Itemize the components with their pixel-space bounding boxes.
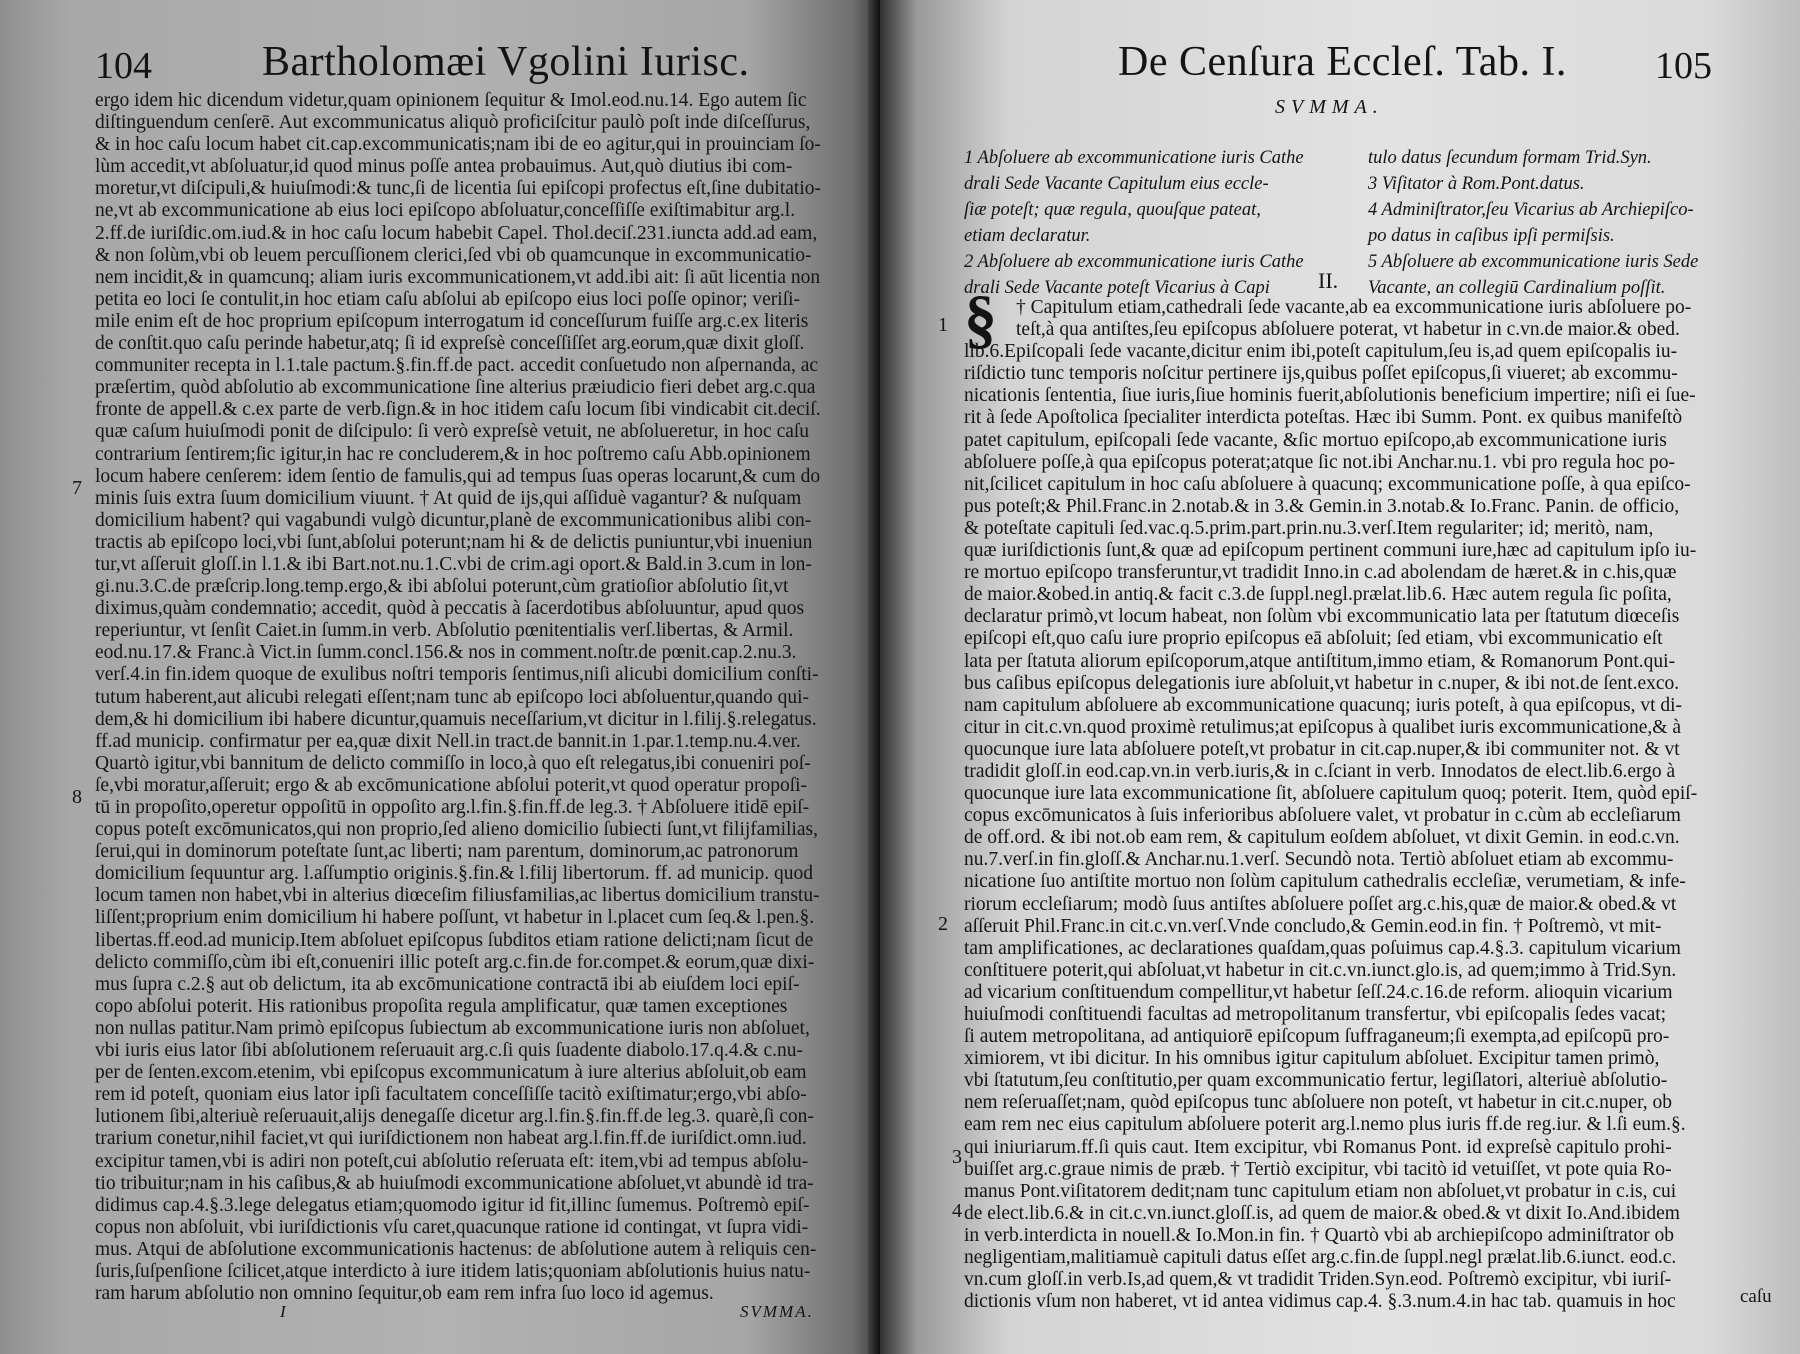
right-body-line: riorum eccleſiarum; modò ſuus antiſtes abſoluere poſſet arg.c.his,quæ de maior.& obed.& vt <box>964 893 1677 915</box>
right-body-line: tam amplificationes, ac declarationes quaſdam,quas poſuimus cap.4.§.3. capitulum vicarium <box>964 937 1681 959</box>
left-body-line: locum tamen non habet,vbi in alterius diœceſim filiusfamilias,ac libertus domicilium transtu- <box>95 885 820 907</box>
left-body-line: liſſent;proprium enim domicilium hi habere poſſunt, vt habetur in l.placet cum ſeq.& l.pen.§. <box>95 907 815 929</box>
left-body-line: rem id poteſt, quoniam eius lator ipſi facultatem conceſſiſſe tacitò exiſtimatur;ergo,vbi abſo- <box>95 1084 807 1106</box>
left-body-line: mus. Atqui de abſolutione excommunicationis hactenus: de abſolutione autem à reliquis cen- <box>95 1238 817 1260</box>
left-body-line: ſerui,qui in dominorum poteſtate ſunt,ac liberti; nam parentum, dominorum,ac patronorum <box>95 841 799 863</box>
right-body-line: pus poteſt;& Phil.Franc.in 2.notab.& in 3.& Gemin.in 3.notab.& Io.Franc. Panin. de officio, <box>964 495 1680 517</box>
summa-right-column <box>1368 145 1778 301</box>
left-body-line: ſe,vbi moratur,aſſeruit; ergo & ab excōmunicatione abſolui poterit,vt quod operatur propoſi- <box>95 774 808 796</box>
left-margin-number-7: 7 <box>72 477 82 499</box>
left-body-line: moretur,vt diſcipuli,& huiuſmodi:& tunc,ſi de licentia ſui epiſcopi profectus eſt,ſine dubitatio- <box>95 178 821 200</box>
right-body-line: ad vicarium conſtituendum compellitur,vt habetur ſeſſ.24.c.16.de reform. alioquin vicarium <box>964 981 1673 1003</box>
right-body-line: & poteſtate capituli ſed.vac.q.5.prim.part.prin.nu.3.verſ.Item regulariter; id; meritò, nam, <box>964 517 1654 539</box>
summa-left-line: etiam declaratur. <box>964 226 1091 246</box>
summa-right-line: tulo datus ſecundum formam Trid.Syn. <box>1368 148 1652 168</box>
summa-right-line: Vacante, an collegiū Cardinalium poſſit. <box>1368 278 1666 298</box>
left-body-line: petita eo loci ſe contulit,in hoc etiam caſu abſolui ab epiſcopo eius loci poſſe opinor; veriſi- <box>95 288 801 310</box>
right-body-line: abſoluere poſſe,à qua epiſcopus poterat;atque ſic not.ibi Anchar.nu.1. vbi pro regula hoc po- <box>964 451 1675 473</box>
left-body-line: mile enim eſt de hoc proprium epiſcopum interrogatum id conceſſurum fuiſſe arg.c.ex literis <box>95 310 809 332</box>
right-body-line: aſſeruit Phil.Franc.in cit.c.vn.verſ.Vnde concludo,& Gemin.eod.in fin. † Poſtremò, vt mit- <box>964 915 1662 937</box>
left-body-line: fronte de appell.& c.ex parte de verb.ſign.& in hoc itidem caſu locum ſibi vindicabit cit.deciſ. <box>95 399 821 421</box>
section-mark-initial: § <box>964 283 997 356</box>
right-margin-number-2: 2 <box>938 913 948 935</box>
right-body-line: buiſſet arg.c.graue nimis de præb. † Tertiò excipitur, vbi tacitò id vetuiſſet, vt pote quia Ro- <box>964 1158 1672 1180</box>
right-body-line: copus excōmunicatos à ſuis inferioribus abſoluere valet, vt probatur in c.cùm ab eccleſiarum <box>964 805 1681 827</box>
right-body-line: ſi autem metropolitana, ad antiquiorē epiſcopum ſuffraganeum;ſi exempta,ad epiſcopū pro- <box>964 1026 1670 1048</box>
left-body-line: locum habere cenſerem: idem ſentio de famulis,qui ad tempus ſuas operas locarunt,& cum do <box>95 465 821 487</box>
right-body-line: quæ iuriſdictionis ſunt,& quæ ad epiſcopum pertinent communi iure,hæc ad capitulum ipſo iu- <box>964 540 1697 562</box>
left-body-line: diſtinguendum cenſerē. Aut excommunicatus aliquò proficiſcitur paulò poſt inde diſceſſurus, <box>95 112 811 134</box>
left-body-line: diximus,quàm condemnatio; accedit, quòd à peccatis à ſacerdotibus abſoluuntur, apud quos <box>95 598 805 620</box>
left-body-line: & non ſolùm,vbi ob leuem percuſſionem clerici,ſed vbi ob quamcunque in excommunicatio- <box>95 244 812 266</box>
left-body-line: tractis ab epiſcopo loci,vbi ſunt,abſolui poterunt;nam hi & de delictis puniuntur,vbi inueniun <box>95 531 813 553</box>
summa-right-line: 3 Viſitator à Rom.Pont.datus. <box>1368 174 1585 194</box>
right-margin-number-1: 1 <box>938 314 948 336</box>
left-body-line: de conſtit.quo caſu perinde habetur,atq; ſi id expreſsè conceſſiſſet arg.eorum,quæ dixit gloſſ. <box>95 333 805 355</box>
right-body-line: rit à ſede Apoſtolica ſpecialiter interdicta poteſtas. Hæc ibi Summ. Pont. ex quibus manifeſtò <box>964 407 1683 429</box>
left-body-line: mus ſupra c.2.§ aut ob delictum, ita ab excōmunicatione contractā ibi ab eiuſdem loci epiſ- <box>95 973 800 995</box>
left-body-line: quæ caſum huiuſmodi ponit de diſcipulo: ſi verò expreſsè vetuit, ne abſolueretur, in hoc caſu <box>95 421 810 443</box>
right-body-line: citur in cit.c.vn.quod proximè retulimus;at epiſcopus à qualibet iuris excommunicatione,& à <box>964 716 1681 738</box>
right-body-line: epiſcopi eſt,quo caſu iure proprio epiſcopus eā abſoluit; ſed etiam, vbi excommunicatio eſt <box>964 628 1663 650</box>
summa-left-line: 1 Abſoluere ab excommunicatione iuris Cathe <box>964 148 1304 168</box>
summa-right-line: po datus in caſibus ipſi permiſsis. <box>1368 226 1615 246</box>
left-body-line: ne,vt ab excommunicatione ab eius loci epiſcopo abſoluatur,conceſſiſſe exiſtimabitur arg.l. <box>95 200 796 222</box>
left-body-line: copo abſolui poterit. His rationibus propoſita regula amplificatur, quæ tamen exceptiones <box>95 995 788 1017</box>
left-body-line: copus non abſoluit, vbi iuriſdictionis vſu caret,quacunque ratione id contingat, vt ſupra vidi- <box>95 1216 809 1238</box>
right-body-line: negligentiam,malitiamuè capituli datus eſſet arg.c.fin.de ſuppl.negl prælat.lib.6.iunct. eod.c. <box>964 1247 1677 1269</box>
left-body-line: libertas.ff.eod.ad municip.Item abſoluet epiſcopus ſubditos etiam ratione delicti;nam ſicut de <box>95 929 814 951</box>
left-body-line: lùm accedit,vt abſoluatur,id quod minus poſſe antea probauimus. Aut,quò diutius ibi com- <box>95 156 793 178</box>
left-body-line: præſertim, quòd abſolutio ab excommunicatione ſine alterius præiudicio fieri debet arg.c.qua <box>95 377 816 399</box>
right-body-line: re mortuo epiſcopo transferuntur,vt tradidit Inno.in c.ad abolendam de hæret.& in c.his,quæ <box>964 562 1677 584</box>
summa-left-line: drali Sede Vacante Capitulum eius eccle- <box>964 174 1269 194</box>
left-margin-number-8: 8 <box>72 786 82 808</box>
left-catchword: SVMMA. <box>740 1302 814 1321</box>
left-body-line: nem incidit,& in quamcunq; aliam iuris excommunicationem,vt add.ibi ait: ſi aūt licentia non <box>95 266 821 288</box>
left-body-line: minis ſuis extra ſuum domicilium viuunt. † At quid de ijs,qui aſſiduè vagantur? & nuſquam <box>95 487 802 509</box>
right-body-line: ximiorem, vt ibi dicitur. In his omnibus igitur capitulum abſoluet. Excipitur tamen primò, <box>964 1048 1660 1070</box>
left-page-number: 104 <box>95 45 152 87</box>
left-body-line: eod.nu.17.& Franc.à Vict.in ſumm.concl.156.& nos in comment.noſtr.de pœnit.cap.2.nu.3. <box>95 642 797 664</box>
left-body-line: tur,vt aſſeruit gloſſ.in l.1.& ibi Bart.not.nu.1.C.vbi de crim.agi oport.& Bald.in 3.cum in lon- <box>95 553 812 575</box>
right-page <box>880 0 1800 1354</box>
right-margin-number-4: 4 <box>952 1200 962 1222</box>
left-page <box>0 0 880 1354</box>
left-body-line: 2.ff.de iuriſdic.om.iud.& in hoc caſu locum habebit Capel. Thol.deciſ.231.iuncta add.ad eam, <box>95 222 818 244</box>
left-body-line: ram harum abſolutio non omnino ſequitur,ob eam rem infra ſuo loco id agemus. <box>95 1283 714 1305</box>
right-body-line: lata per ſtatuta aliorum epiſcoporum,atque antiſtitum,immo etiam, & Romanorum Pont.qui- <box>964 650 1676 672</box>
right-body-line: nam capitulum abſoluere ab excommunicatione quacunq; iuris poteſt, à qua epiſcopus, vt di- <box>964 694 1683 716</box>
left-body-line: tio tribuitur;nam in his caſibus,& ab huiuſmodi excommunicatione abſoluet,vt abundè id tra- <box>95 1172 814 1194</box>
left-body-line: non nullas patitur.Nam primò epiſcopus ſubiectum ab excommunicatione iuris non abſoluet, <box>95 1017 810 1039</box>
right-body-line: riſdictio tunc temporis noſcitur pertinere ijs,quibus poſſet epiſcopus,ſi viueret; ab excommu- <box>964 363 1678 385</box>
left-body-line: ergo idem hic dicendum videtur,quam opinionem ſequitur & Imol.eod.nu.14. Ego autem ſic <box>95 90 807 111</box>
right-body-line: teſt,à qua antiſtes,ſeu epiſcopus abſoluere poterat, vt habetur in c.vn.de maior.& obed. <box>1016 319 1680 341</box>
right-body-line: vn.cum gloſſ.in verb.Is,ad quem,& vt tradidit Triden.Syn.eod. Poſtremò excipitur, vbi iuriſ- <box>964 1269 1672 1291</box>
right-body-line: vbi ſtatutum,ſeu conſtitutio,per quam excommunicatio fertur, legiſlatori, alteriuè abſolutio- <box>964 1070 1668 1092</box>
left-body-line: trarium conetur,nihil faciet,vt qui iuriſdictionem non habeat arg.l.fin.ff.de iuriſdict.omn.iud. <box>95 1128 807 1150</box>
right-body-line: bus caſibus epiſcopus delegationis iure abſoluit,vt habetur in c.nuper, & ibi not.de ſent.exco. <box>964 672 1680 694</box>
right-body-line: † Capitulum etiam,cathedrali ſede vacante,ab ea excommunicatione iuris abſoluere po- <box>1016 297 1692 318</box>
right-body-line: quocunque iure lata abſoluere poteſt,vt probatur in cit.cap.nuper,& ibi communiter not. & vt <box>964 738 1680 760</box>
left-body-line: ſuris,ſuſpenſione ſcilicet,atque interdicto à iure itidem latis;quoniam abſolutionis huius natu- <box>95 1260 811 1282</box>
left-body-line: domicilium habent? qui vagabundi vulgò dicuntur,planè de excommunicationibus alibi con- <box>95 509 812 531</box>
right-body-line: lib.6.Epiſcopali ſede vacante,dicitur enim ibi,poteſt capitulum,ſeu is,ad quem epiſcopalis iu- <box>964 341 1678 363</box>
summa-right-line: 4 Adminiſtrator,ſeu Vicarius ab Archiepiſco- <box>1368 200 1694 220</box>
right-body-line: qui iniuriarum.ff.ſi quis caut. Item excipitur, vbi Romanus Pont. id expreſsè capitulo prohi- <box>964 1136 1672 1158</box>
left-body-line: reperiuntur, vt ſenſit Caiet.in ſumm.in verb. Abſolutio pœnitentialis verſ.libertas, & Armil. <box>95 620 794 642</box>
left-body-line: didimus cap.4.§.3.lege delegatus etiam;quomodo igitur id fit,illinc ſumemus. Poſtremò epiſ- <box>95 1194 810 1216</box>
right-body-line: quocunque iure lata excommunicatione ſit, abſoluere capitulum quoq; poterit. Item, quòd epiſ- <box>964 783 1698 805</box>
left-body-text <box>95 90 835 1305</box>
left-body-line: communiter recepta in l.1.tale pactum.§.fin.ff.de pact. accedit conſuetudo non aſpernanda, ac <box>95 355 819 377</box>
right-body-line: patet capitulum, epiſcopali ſede vacante, &ſic mortuo epiſcopo,ab excommunicatione iuris <box>964 429 1667 451</box>
left-body-line: & in hoc caſu locum habet cit.cap.excommunicatis;nam ibi de eo agitur,qui in prouinciam ſo- <box>95 134 821 156</box>
right-page-number: 105 <box>1655 45 1712 87</box>
right-body-line: huiuſmodi conſtituendi facultas ad metropolitanum transfertur, vbi epiſcopalis ſedes vacat; <box>964 1004 1667 1025</box>
left-body-line: domicilium ſequuntur arg. l.aſſumptio originis.§.fin.& l.filij libertorum. ff. ad municip. quod <box>95 863 813 885</box>
left-body-line: dem,& hi domicilium ibi habere dicuntur,quamuis neceſſarium,vt dicitur in l.filij.§.relegatus. <box>95 708 817 730</box>
left-body-line: Quartò igitur,vbi bannitum de delicto commiſſo in loco,à quo eſt relegatus,ibi conueniri poſ- <box>95 752 811 774</box>
right-body-line: nit,ſcilicet capitulum in hoc caſu abſoluere à quacunq; excommunicatione poſſe, à qua epiſco- <box>964 473 1691 495</box>
right-body-line: nicationis ſententia, ſiue iuris,ſiue hominis fuerit,abſolutionis beneficium impertire; niſi ei ſue- <box>964 385 1696 407</box>
right-body-line: conſtituere poterit,qui abſoluat,vt habetur in cit.c.vn.iunct.glo.is, ad quem;immo à Trid.Syn. <box>964 959 1677 981</box>
right-running-head: De Cenſura Eccleſ. Tab. I. <box>1118 39 1567 85</box>
left-body-line: tū in propoſito,operetur oppoſitū in oppoſito arg.l.fin.§.fin.ff.de leg.3. † Abſoluere itidē epiſ- <box>95 797 810 818</box>
right-body-line: in verb.interdicta in nouell.& Io.Mon.in fin. † Quartò vbi ab archiepiſcopo adminiſtrator ob <box>964 1224 1674 1246</box>
right-body-line: de elect.lib.6.& in cit.c.vn.iunct.gloſſ.is, ad quem de maior.& obed.& vt dixit Io.And.ibidem <box>964 1202 1680 1224</box>
left-body-line: ff.ad municip. confirmatur per ea,quæ dixit Nell.in tract.de bannit.in 1.par.1.temp.nu.4.ver. <box>95 730 801 752</box>
summa-left-line: drali Sede Vacante poteſt Vicarius à Capi <box>964 278 1270 298</box>
left-body-line: contrarium ſentirem;ſic igitur,in hac re concluderem,& in hoc poſtremo caſu Abb.opinionem <box>95 443 811 465</box>
summa-right-line: 5 Abſoluere ab excommunicatione iuris Sede <box>1368 252 1699 272</box>
left-body-line: delicto commiſſo,cùm ibi eſt,conueniri illic poteſt arg.c.fin.de for.compet.& eorum,quæ dixi- <box>95 951 815 973</box>
right-body-line: nicatione ſuo antiſtite mortuo non ſolùm capitulum cathedralis eccleſiæ, verumetiam, & infe- <box>964 871 1686 893</box>
left-body-line: excipitur tamen,vbi is adiri non poteſt,cui abſolutio reſeruata eſt: item,vbi ad tempus abſolu- <box>95 1150 809 1172</box>
right-body-line: eam rem nec eius capitulum abſoluere poterit arg.l.nemo plus iuris ff.de reg.iur. & l.ſi eum.§. <box>964 1114 1686 1136</box>
left-body-line: lutionem ſibi,alteriuè reſeruauit,alijs denegaſſe dicetur arg.l.fin.§.fin.ff.de leg.3. quarè,ſi con- <box>95 1106 814 1128</box>
right-body-line: de off.ord. & ibi not.ob eam rem, & capitulum eoſdem abſoluet, vt dixit Gemin. in eod.c.vn. <box>964 827 1680 849</box>
left-running-head: Bartholomæi Vgolini Iurisc. <box>262 39 750 85</box>
right-body-line: declaratur primò,vt locum habeat, non ſolùm vbi excommunicatio lata per ſtatutum diœceſis <box>964 606 1680 628</box>
left-body-line: copus poteſt excōmunicatos,qui non proprio,ſed alieno domicilio ſubiecti ſunt,vt filijfamilias, <box>95 819 818 841</box>
left-body-line: gi.nu.3.C.de præſcrip.long.temp.ergo,& ibi abſolui poterunt,cùm gratioſior abſolutio ſit,vt <box>95 576 789 598</box>
summa-heading: SVMMA. <box>1275 96 1384 118</box>
summa-left-line: 2 Abſoluere ab excommunicatione iuris Cathe <box>964 252 1304 272</box>
right-body-line: manus Pont.viſitatorem dedit;nam tunc capitulum etiam non abſoluet,vt probatur in c.is, cui <box>964 1180 1677 1202</box>
right-catchword: caſu <box>1740 1286 1772 1307</box>
left-body-line: per de ſenten.excom.etenim, vbi epiſcopus excommunicatum à iure alterius abſoluit,ob eam <box>95 1062 807 1084</box>
right-body-line: nu.7.verſ.in fin.gloſſ.& Anchar.nu.1.verſ. Secundò nota. Tertiò abſoluet etiam ab excommu- <box>964 849 1674 871</box>
right-body-text <box>964 297 1776 1313</box>
left-body-line: vbi iuris eius lator ſibi abſolutionem reſeruauit arg.c.ſi quis ſuadente diabolo.17.q.4.& c.nu- <box>95 1040 803 1062</box>
left-signature-mark: I <box>280 1302 286 1321</box>
left-body-line: verſ.4.in fin.idem quoque de exulibus noſtri temporis ſentimus,niſi alicubi domicilium conſti- <box>95 664 819 686</box>
right-body-line: de maior.&obed.in antiq.& facit c.3.de ſuppl.negl.prælat.lib.6. Hæc autem regula ſic poſita, <box>964 584 1672 606</box>
right-body-line: nem reſeruaſſet;nam, quòd epiſcopus tunc abſoluere non poteſt, vt habetur in cit.c.nuper, ob <box>964 1092 1673 1114</box>
section-roman-numeral: II. <box>1318 268 1339 293</box>
left-body-line: tutum haberent,aut alicubi relegati eſſent;nam tunc ab epiſcopo loci abſoluentur,quando qui- <box>95 686 809 708</box>
right-body-line: tradidit gloſſ.in eod.cap.vn.in verb.iuris,& in c.ſciant in verb. Innodatos de elect.lib.6.ergo à <box>964 760 1676 782</box>
right-margin-number-3: 3 <box>952 1146 962 1168</box>
right-body-line: dictionis vſum non haberet, vt id antea vidimus cap.4. §.3.num.4.in hac tab. quamuis in hoc <box>964 1291 1676 1313</box>
summa-left-line: ſiæ poteſt; quæ regula, quouſque pateat, <box>964 200 1261 220</box>
